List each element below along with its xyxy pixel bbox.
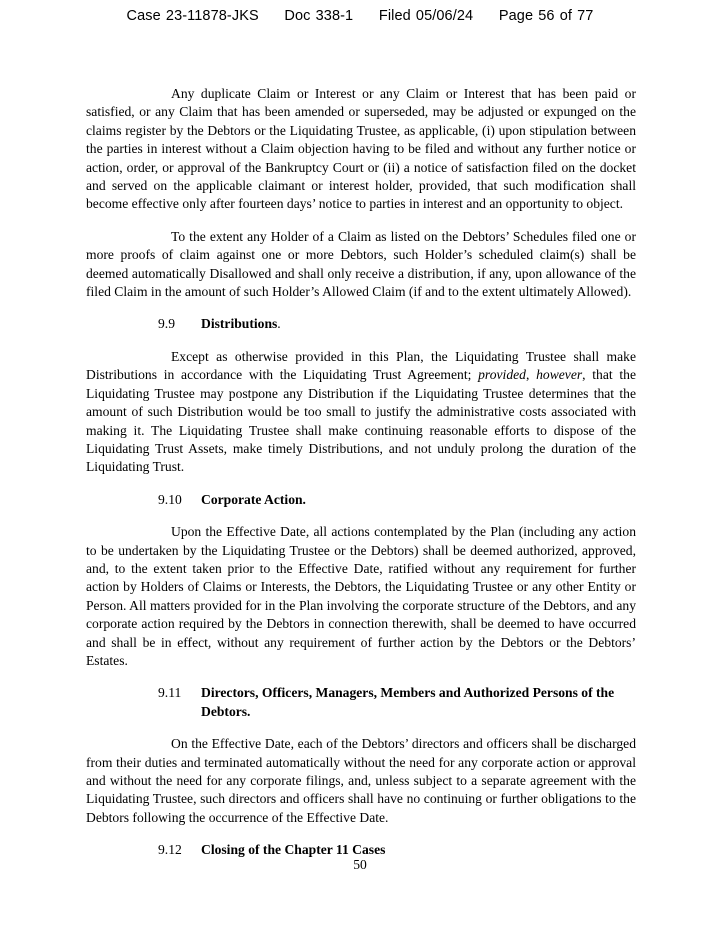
section-heading-9-10 [86, 491, 636, 509]
paragraph-corporate-action: Upon the Effective Date, all actions contemplated by the Plan (including any action to be undertaken by the Liquidating Trustee or the Debtors) shall be deemed authorized, approved, and, to the extent taken prior to the Effective Date, ratified without any requirement for further action by Holders of Claims or Interests, the Debtors, the Liquidating Trustee or any other Entity or Person. All matters provided for in the Plan involving the corporate structure of the Debtors, and any corporate action required by the Debtors in connection therewith, shall be deemed to have occurred and shall be in effect, without any requirement of further action by the Debtors or the Debtors’ Estates. [86, 524, 636, 668]
section-number: 9.9 [158, 316, 175, 332]
section-title-period: . [277, 316, 281, 332]
text-span: Except as otherwise provided in this Plan, the Liquidating Trustee shall make Distributions in accordance with the Liquidating Trust Agreement; [86, 348, 636, 383]
italic-text: however [536, 367, 583, 383]
section-title: Distributions [201, 316, 278, 332]
section-heading-9-11 [86, 684, 636, 721]
document-body [86, 85, 636, 874]
page-number: 50 [353, 857, 367, 872]
section-title: Corporate Action. [201, 491, 306, 507]
paragraph-scheduled-claims: To the extent any Holder of a Claim as listed on the Debtors’ Schedules filed one or more proofs of claim against one or more Debtors, such Holder’s scheduled claim(s) shall be deemed automatically Disallowed and shall only receive a distribution, if any, upon allowance of the filed Claim in the amount of such Holder’s Allowed Claim (if and to the extent ultimately Allowed). [86, 228, 636, 300]
section-number: 9.11 [158, 685, 182, 701]
section-number: 9.12 [158, 842, 182, 858]
paragraph-distributions [86, 348, 636, 477]
section-title: Closing of the Chapter 11 Cases [201, 842, 386, 858]
case-number: Case 23-11878-JKS [126, 8, 259, 24]
text-span: , that the Liquidating Trustee may postpone any Distribution if the Liquidating Trustee determines that the amount of such Distribution would be too small to justify the administrative costs associated with making it. The Liquidating Trustee shall make continuing reasonable efforts to dispose of the Liquidating Trust Assets, make timely Distributions, and not unduly prolong the duration of the Liquidating Trust. [86, 367, 637, 475]
filed-date: Filed 05/06/24 [378, 8, 474, 24]
section-number: 9.10 [158, 491, 182, 507]
text-span: , [525, 367, 537, 383]
doc-number: Doc 338-1 [284, 8, 354, 24]
section-heading-9-9 [86, 315, 636, 333]
paragraph-directors-officers: On the Effective Date, each of the Debtors’ directors and officers shall be discharged from their duties and terminated automatically without the need for any corporate action or approval and without the need for any corporate filings, and, unless subject to a separate agreement with the Liquidating Trustee, such directors and officers shall have no continuing or further obligations to the Debtors following the occurrence of the Effective Date. [86, 736, 636, 825]
filing-header [0, 8, 720, 24]
paragraph-duplicate-claims: Any duplicate Claim or Interest or any Claim or Interest that has been paid or satisfied, or any Claim that has been amended or superseded, may be adjusted or expunged on the claims register by the Debtors or the Liquidating Trustee, as applicable, (i) upon stipulation between the parties in interest without a Claim objection having to be filed and without any further notice or action, order, or approval of the Bankruptcy Court or (ii) a notice of satisfaction filed on the docket and served on the applicable claimant or interest holder, provided, that such modification shall become effective only after fourteen days’ notice to parties in interest and an opportunity to object. [86, 86, 636, 212]
page-of-total: Page 56 of 77 [498, 8, 594, 24]
italic-text: provided [478, 367, 526, 383]
section-title: Directors, Officers, Managers, Members and Authorized Persons of the Debtors. [201, 685, 615, 719]
section-title-wrapper [201, 315, 281, 333]
